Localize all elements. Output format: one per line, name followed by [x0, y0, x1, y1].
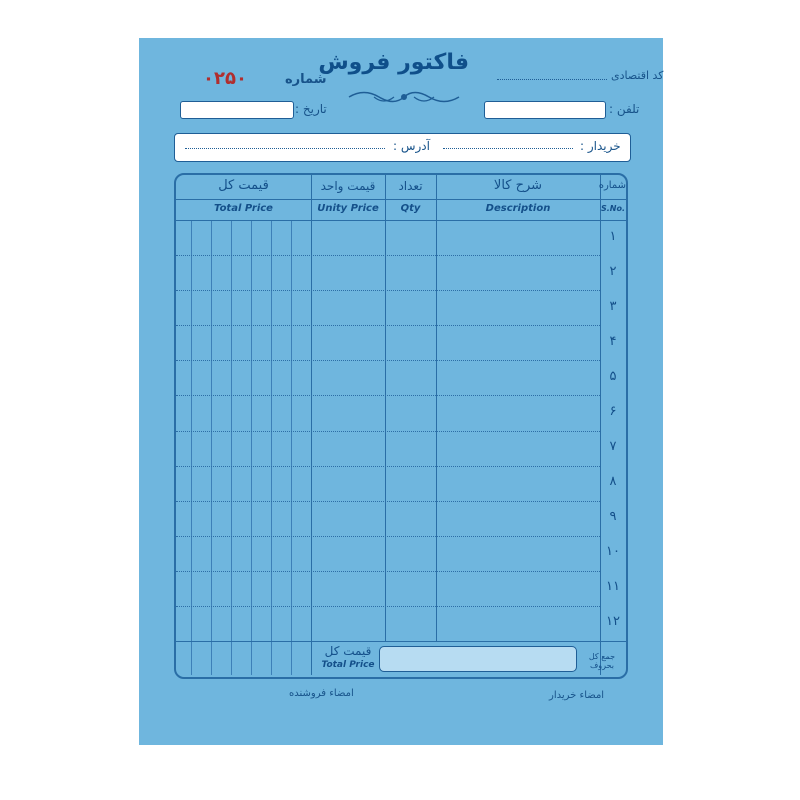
header-unit-price-fa: قیمت واحد	[320, 179, 376, 193]
invoice-number: ۰۲۵۰	[203, 68, 247, 89]
header-description-fa: شرح کالا	[493, 178, 543, 193]
row-divider	[176, 606, 600, 607]
buyer-address-box	[174, 133, 631, 162]
row-divider	[176, 536, 600, 537]
row-divider	[176, 571, 600, 572]
total-in-words-label: جمع کل بحروف	[588, 652, 616, 670]
date-label: تاریخ :	[295, 102, 327, 116]
items-table	[174, 173, 628, 679]
footer-total-fa: قیمت کل	[324, 644, 372, 658]
row-number: ۵	[609, 368, 617, 384]
row-number: ۲	[609, 263, 617, 279]
row-number: ۱۰	[606, 544, 620, 560]
row-divider	[176, 466, 600, 467]
row-number: ۱۱	[606, 579, 620, 595]
header-qty-en: Qty	[400, 203, 421, 214]
row-divider	[176, 501, 600, 502]
header-total-price-en: Total Price	[214, 203, 273, 214]
row-number: ۱	[609, 228, 617, 244]
economic-code-label: کد اقتصادی	[611, 69, 664, 82]
buyer-signature-label: امضاء خریدار	[549, 690, 605, 701]
row-divider	[176, 360, 600, 361]
header-unit-price-en: Unity Price	[317, 203, 379, 214]
row-divider	[176, 395, 600, 396]
date-field[interactable]	[180, 101, 294, 119]
header-divider	[176, 220, 626, 221]
phone-field[interactable]	[484, 101, 606, 119]
row-number: ۶	[609, 403, 617, 419]
invoice-number-label: شماره	[285, 72, 327, 87]
row-number: ۱۲	[606, 614, 620, 630]
row-divider	[176, 255, 600, 256]
buyer-field[interactable]	[443, 148, 573, 149]
header-qty-fa: تعداد	[398, 179, 423, 193]
economic-code-field[interactable]	[497, 79, 607, 80]
row-divider	[176, 431, 600, 432]
row-number: ۸	[609, 474, 617, 490]
row-number: ۳	[609, 298, 617, 314]
footer-divider	[176, 641, 626, 642]
column-divider	[600, 175, 601, 675]
row-divider	[176, 290, 600, 291]
row-number: ۹	[609, 509, 617, 525]
invoice-title: فاکتور فروش	[318, 50, 469, 75]
phone-label: تلفن :	[609, 102, 640, 116]
header-sno-fa: شماره	[598, 180, 626, 191]
footer-total-en: Total Price	[321, 660, 375, 670]
total-in-words-field[interactable]	[379, 646, 577, 672]
column-divider	[311, 175, 312, 675]
header-sno-en: S.No.	[600, 204, 626, 213]
row-divider	[176, 325, 600, 326]
header-divider	[176, 199, 626, 200]
header-total-price-fa: قیمت کل	[218, 178, 269, 193]
address-label: آدرس :	[393, 139, 430, 153]
address-field[interactable]	[185, 148, 385, 149]
title-ornament-icon	[344, 88, 464, 106]
header-description-en: Description	[485, 203, 551, 214]
row-number: ۴	[609, 333, 617, 349]
row-number: ۷	[609, 439, 617, 455]
buyer-label: خریدار :	[580, 139, 621, 153]
seller-signature-label: امضاء فروشنده	[289, 688, 354, 699]
invoice-sheet	[139, 38, 663, 745]
